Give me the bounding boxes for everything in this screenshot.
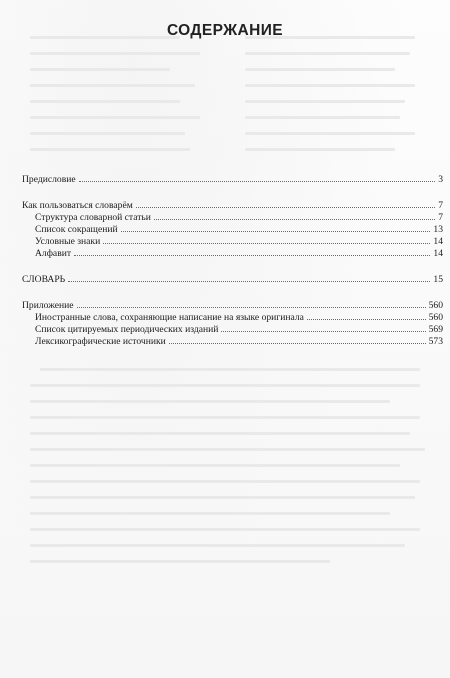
toc-entry-label: СЛОВАРЬ: [22, 274, 66, 285]
toc-entry-page: 573: [428, 336, 443, 347]
toc-entry-label: Как пользоваться словарём: [22, 200, 133, 211]
toc-entry-page: 569: [428, 324, 443, 335]
toc-dot-leader: [154, 209, 435, 220]
toc-dot-leader: [169, 333, 426, 344]
toc-dot-leader: [103, 233, 430, 244]
toc-entry-page: 7: [438, 200, 443, 211]
toc-entry-label: Иностранные слова, сохраняющие написание на языке оригинала: [35, 312, 304, 323]
toc-dot-leader: [79, 171, 436, 182]
toc-entry-label: Приложение: [22, 300, 74, 311]
toc-entry-foreign-words[interactable]: [22, 309, 443, 321]
toc-entry-page: 560: [428, 312, 443, 323]
toc-dot-leader: [77, 297, 426, 308]
toc-entry-label: Лексикографические источники: [35, 336, 166, 347]
toc-entry-dictionary[interactable]: [22, 271, 443, 283]
toc-entry-label: Предисловие: [22, 174, 76, 185]
toc-entry-alphabet[interactable]: [22, 245, 443, 257]
toc-entry-page: 14: [433, 248, 443, 259]
toc-entry-label: Список сокращений: [35, 224, 118, 235]
toc-entry-how-to-use[interactable]: [22, 197, 443, 209]
toc-entry-page: 14: [433, 236, 443, 247]
toc-dot-leader: [136, 197, 435, 208]
toc-entry-page: 3: [438, 174, 443, 185]
toc-entry-preface[interactable]: [22, 171, 443, 183]
toc-entry-page: 560: [428, 300, 443, 311]
toc-entry-page: 13: [433, 224, 443, 235]
toc-entry-page: 7: [438, 212, 443, 223]
page-title: СОДЕРЖАНИЕ: [166, 22, 284, 39]
toc-entry-label: Алфавит: [35, 248, 72, 259]
toc-dot-leader: [121, 221, 431, 232]
toc-entry-label: Структура словарной статьи: [35, 212, 151, 223]
toc-dot-leader: [307, 309, 426, 320]
toc-dot-leader: [221, 321, 425, 332]
toc-entry-label: Условные знаки: [35, 236, 101, 247]
toc-entry-label: Список цитируемых периодических изданий: [35, 324, 219, 335]
toc-dot-leader: [74, 245, 430, 256]
toc-entry-appendix[interactable]: [22, 297, 443, 309]
table-of-contents: [22, 171, 443, 345]
toc-dot-leader: [68, 271, 430, 282]
toc-entry-page: 15: [433, 274, 443, 285]
